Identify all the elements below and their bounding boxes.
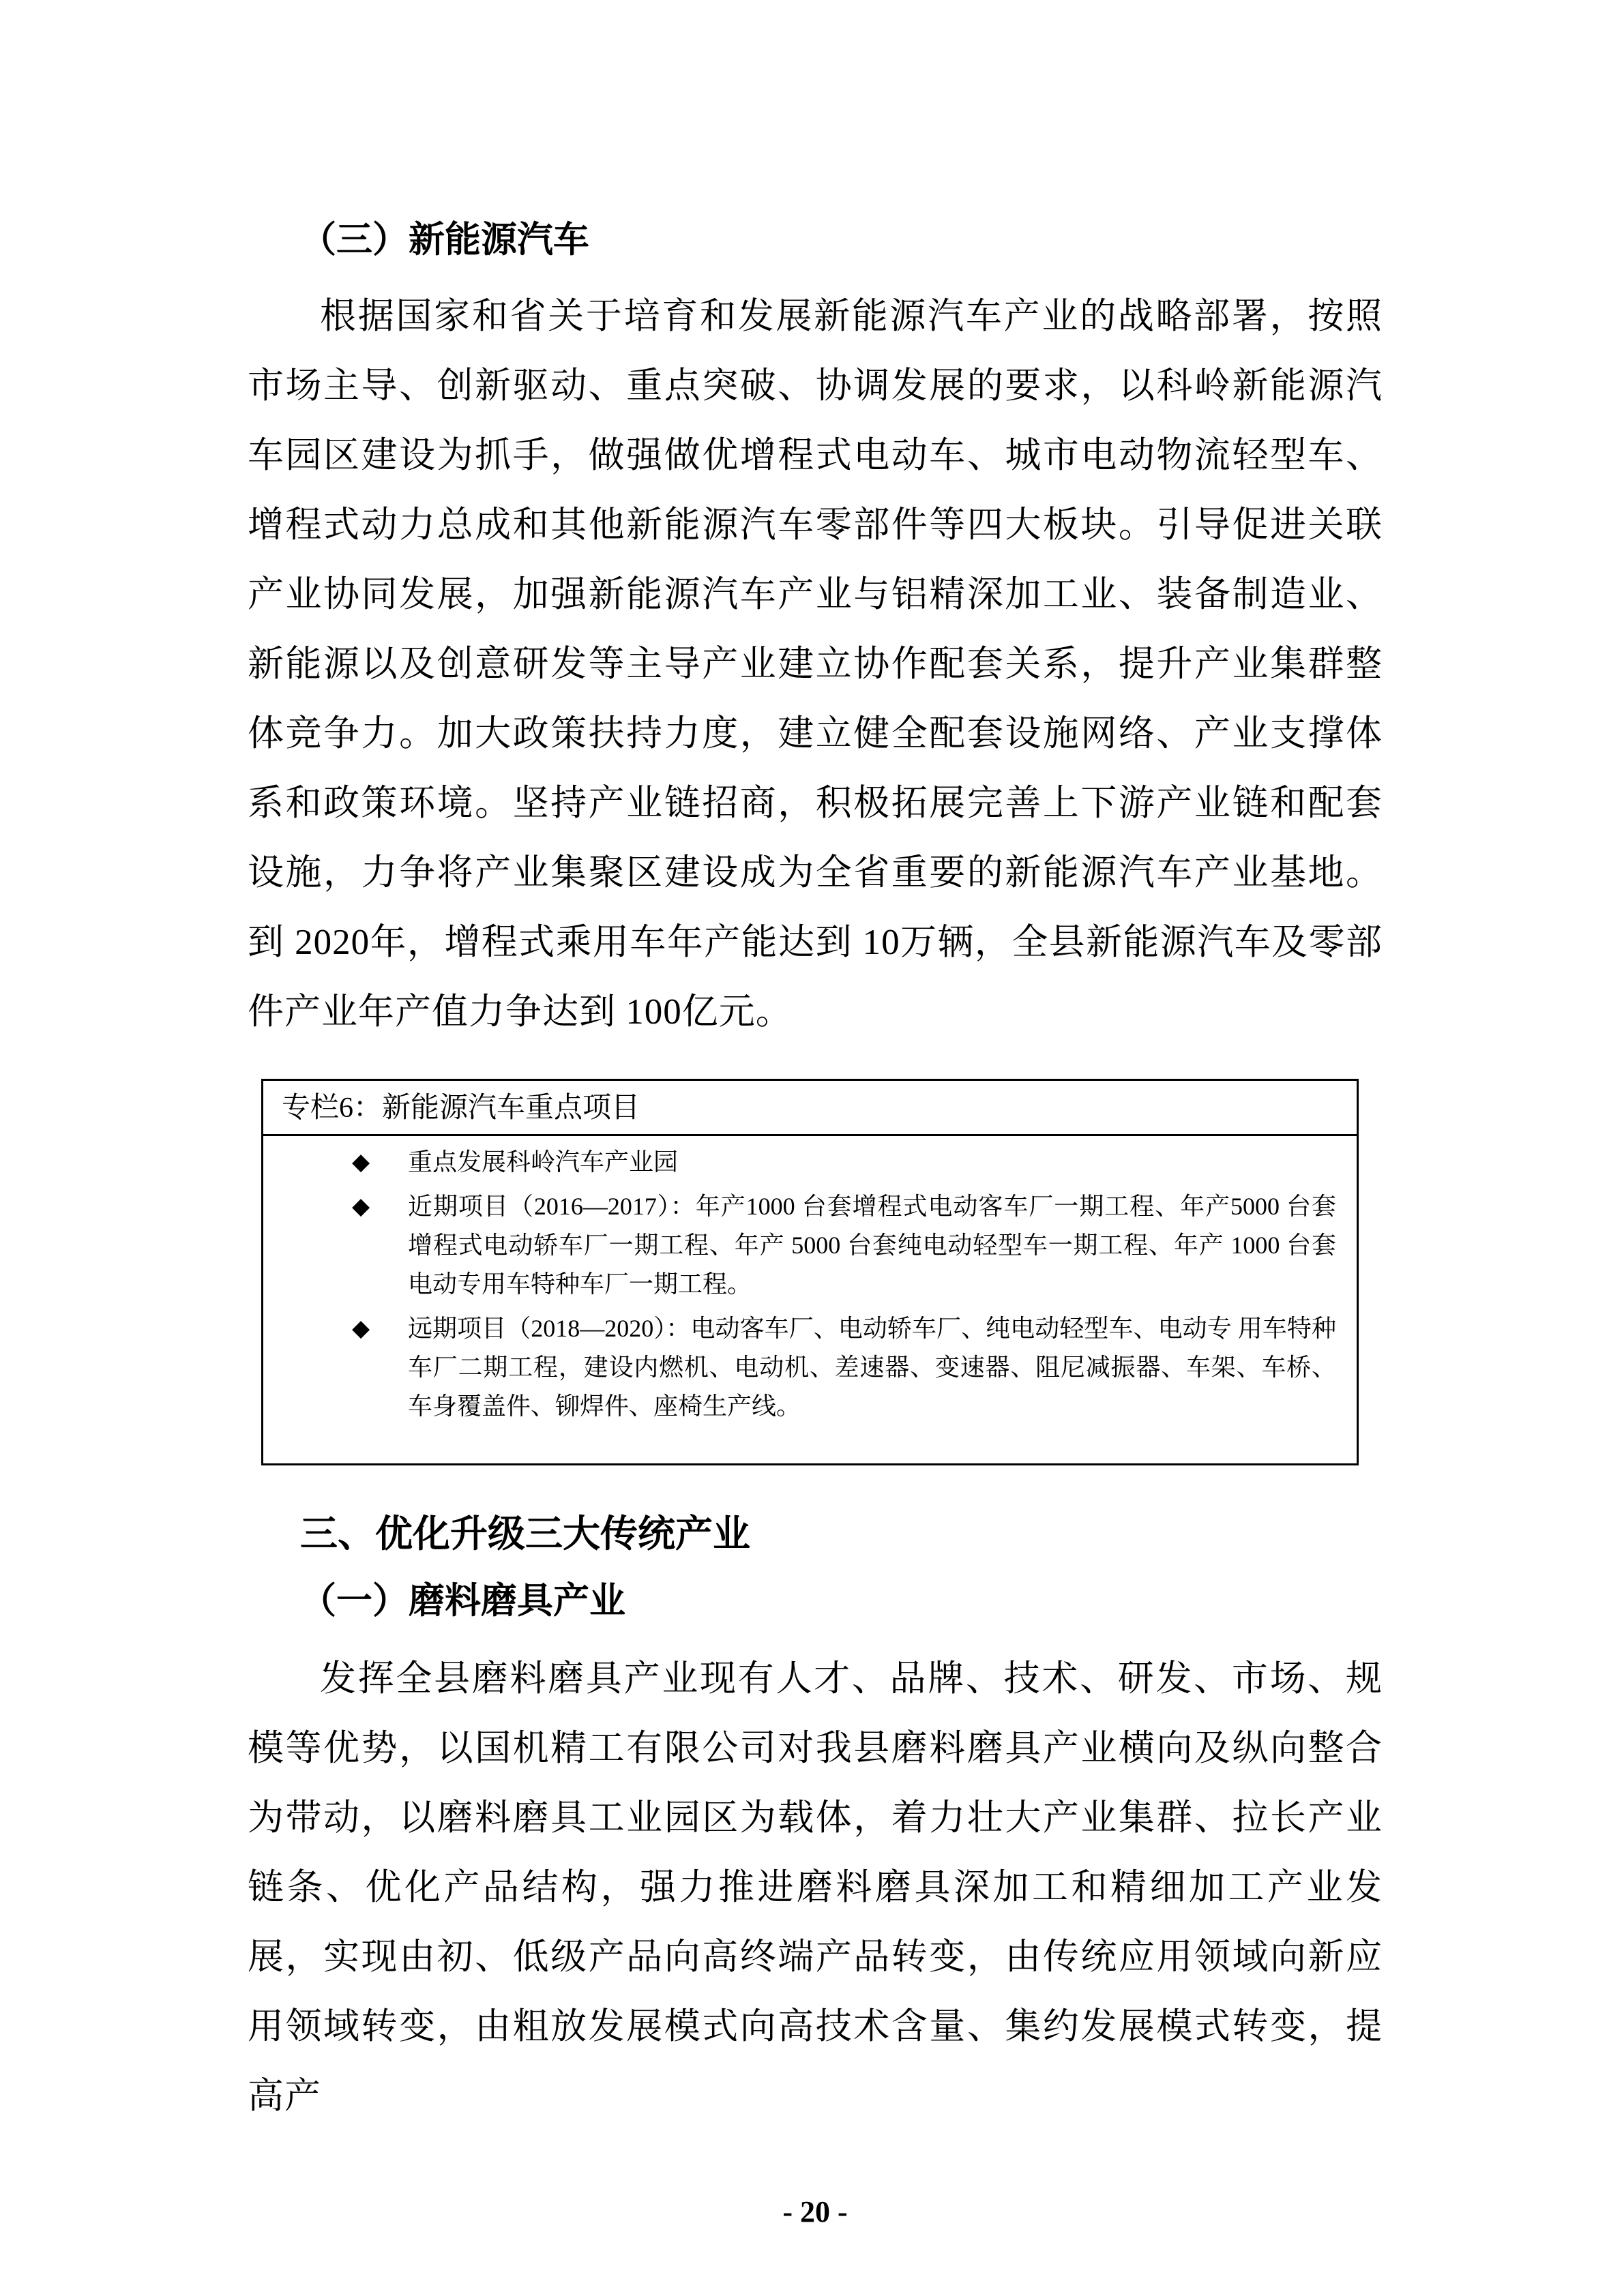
page-number: - 20 - <box>782 2195 848 2228</box>
diamond-bullet-icon: ◆ <box>352 1316 370 1341</box>
diamond-bullet-icon: ◆ <box>352 1150 370 1175</box>
column6-feature-box <box>261 1079 1359 1465</box>
list-item <box>263 1187 1336 1304</box>
bullet-text: 重点发展科岭汽车产业园 <box>408 1148 679 1176</box>
column6-box-title: 专栏6：新能源汽车重点项目 <box>263 1081 1357 1136</box>
paragraph-abrasives-industry: 发挥全县磨料磨具产业现有人才、品牌、技术、研发、市场、规模等优势，以国机精工有限公司对我县磨料磨具产业横向及纵向整合为带动，以磨料磨具工业园区为载体，着力壮大产业集群、拉长产业链条、优化产品结构，强力推进磨料磨具深加工和精细加工产业发展，实现由初、低级产品向高终端产品转变，由传统应用领域向新应用领域转变，由粗放发展模式向高技术含量、集约发展模式转变，提高产 <box>248 1659 1383 2116</box>
column6-bullet-list <box>263 1136 1357 1463</box>
bullet-text: 远期项目（2018—2020）：电动客车厂、电动轿车厂、纯电动轻型车、电动专 用车特种车厂二期工程，建设内燃机、电动机、差速器、变速器、阻尼减振器、车架、车桥、车身覆盖件、铆焊件、座椅生产线。 <box>408 1315 1336 1420</box>
section-heading-new-energy-vehicles: （三）新能源汽车 <box>300 220 589 260</box>
list-item <box>263 1143 1336 1182</box>
list-item <box>263 1309 1336 1426</box>
bullet-text: 近期项目（2016—2017）：年产1000 台套增程式电动客车厂一期工程、年产5000 台套增程式电动轿车厂一期工程、年产 5000 台套纯电动轻型车一期工程、年产 1000 台套电动专用车特种车厂一期工程。 <box>408 1193 1336 1298</box>
diamond-bullet-icon: ◆ <box>352 1194 370 1219</box>
section-heading-abrasives-industry: （一）磨料磨具产业 <box>300 1581 625 1621</box>
chapter-heading-three-traditional-industries: 三、优化升级三大传统产业 <box>300 1512 751 1555</box>
paragraph-new-energy-vehicles: 根据国家和省关于培育和发展新能源汽车产业的战略部署，按照市场主导、创新驱动、重点突破、协调发展的要求，以科岭新能源汽车园区建设为抓手，做强做优增程式电动车、城市电动物流轻型车、增程式动力总成和其他新能源汽车零部件等四大板块。引导促进关联产业协同发展，加强新能源汽车产业与铝精深加工业、装备制造业、新能源以及创意研发等主导产业建立协作配套关系，提升产业集群整体竞争力。加大政策扶持力度，建立健全配套设施网络、产业支撑体系和政策环境。坚持产业链招商，积极拓展完善上下游产业链和配套设施，力争将产业集聚区建设成为全省重要的新能源汽车产业基地。到 2020年，增程式乘用车年产能达到 10万辆，全县新能源汽车及零部件产业年产值力争达到 100亿元。 <box>248 297 1383 1032</box>
